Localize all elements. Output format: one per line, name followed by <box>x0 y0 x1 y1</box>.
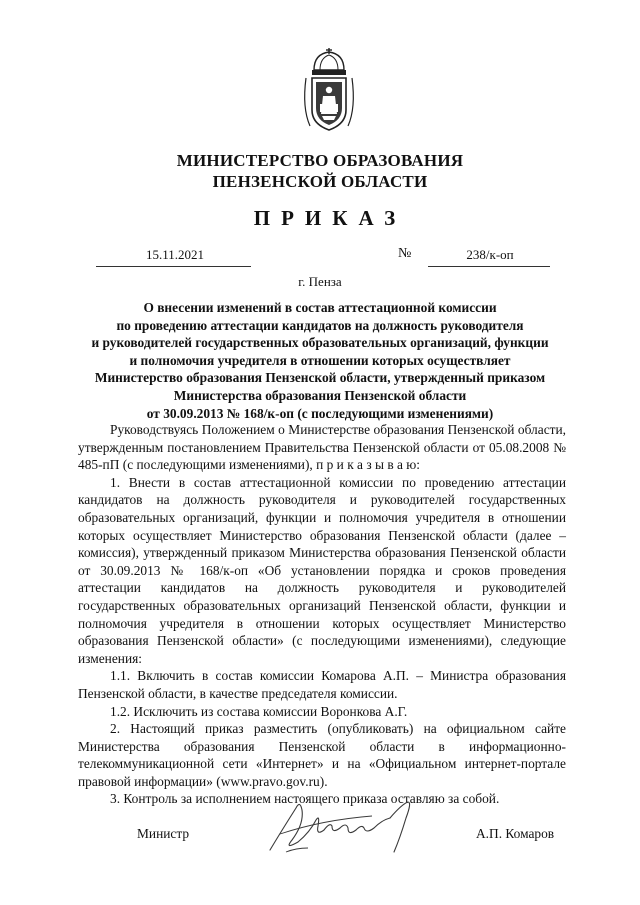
handwritten-signature <box>262 790 422 862</box>
coat-of-arms-emblem <box>300 48 358 134</box>
ministry-line-1: МИНИСТЕРСТВО ОБРАЗОВАНИЯ <box>176 151 464 170</box>
subject-line: и полномочия учредителя в отношении которых осуществляет <box>129 352 511 368</box>
subject-line: от 30.09.2013 № 168/к-оп (с последующими изменениями) <box>146 405 494 421</box>
preamble-paragraph: Руководствуясь Положением о Министерстве образования Пензенской области, утвержденным постановлением Правительства Пензенской области от 05.08.2008 № 485-пП (с последующими изменениями), п р и к а з ы в а ю: <box>78 422 566 473</box>
signatory-name: А.П. Комаров <box>476 826 555 841</box>
ministry-line-2: ПЕНЗЕНСКОЙ ОБЛАСТИ <box>212 172 428 191</box>
order-body <box>78 421 566 808</box>
order-subject <box>60 299 580 422</box>
subject-line: Министерства образования Пензенской области <box>173 387 467 403</box>
clause-1-2-paragraph: 1.2. Исключить из состава комиссии Воронкова А.Г. <box>110 703 408 719</box>
order-title: ПРИКАЗ <box>253 206 407 230</box>
subject-line: Министерство образования Пензенской области, утвержденный приказом <box>94 370 546 386</box>
order-date: 15.11.2021 <box>145 247 205 262</box>
order-number: 238/к-оп <box>466 247 514 262</box>
signatory-title: Министр <box>137 826 190 841</box>
clause-1-1-paragraph: 1.1. Включить в состав комиссии Комарова А.П. – Министра образования Пензенской области, в качестве председателя комиссии. <box>78 668 566 701</box>
subject-line: О внесении изменений в состав аттестационной комиссии <box>143 300 497 315</box>
city: г. Пенза <box>298 274 342 289</box>
subject-line: по проведению аттестации кандидатов на должность руководителя <box>116 317 524 333</box>
ministry-name <box>0 150 640 192</box>
number-sign: № <box>398 246 412 261</box>
clause-1-paragraph: 1. Внести в состав аттестационной комиссии по проведению аттестации кандидатов на должность руководителя и руководителей государственных образовательных организаций, функции и полномочия учредителя в отношении которых осуществляет Министерство образования Пензенской области (далее – комиссия), утвержденный приказом Министерства образования Пензенской области от 30.09.2013 № 168/к-оп «Об установлении порядка и сроков проведения аттестации кандидатов на должность руководителя и руководителей государственных образовательных организаций Пензенской области, функции и полномочия учредителя в отношении которых осуществляет Министерство образования Пензенской области» (с последующими изменениями), следующие изменения: <box>78 474 566 666</box>
date-underline <box>96 266 251 267</box>
clause-3-paragraph: 3. Контроль за исполнением настоящего приказа оставляю за собой. <box>110 791 500 807</box>
clause-2-paragraph: 2. Настоящий приказ разместить (опубликовать) на официальном сайте Министерства образования Пензенской области в информационно-телекоммуникационной сети «Интернет» и на «Официальном интернет-портале правовой информации» (www.pravo.gov.ru). <box>78 721 566 789</box>
number-underline <box>428 266 550 267</box>
subject-line: и руководителей государственных образовательных организаций, функции <box>91 335 549 351</box>
